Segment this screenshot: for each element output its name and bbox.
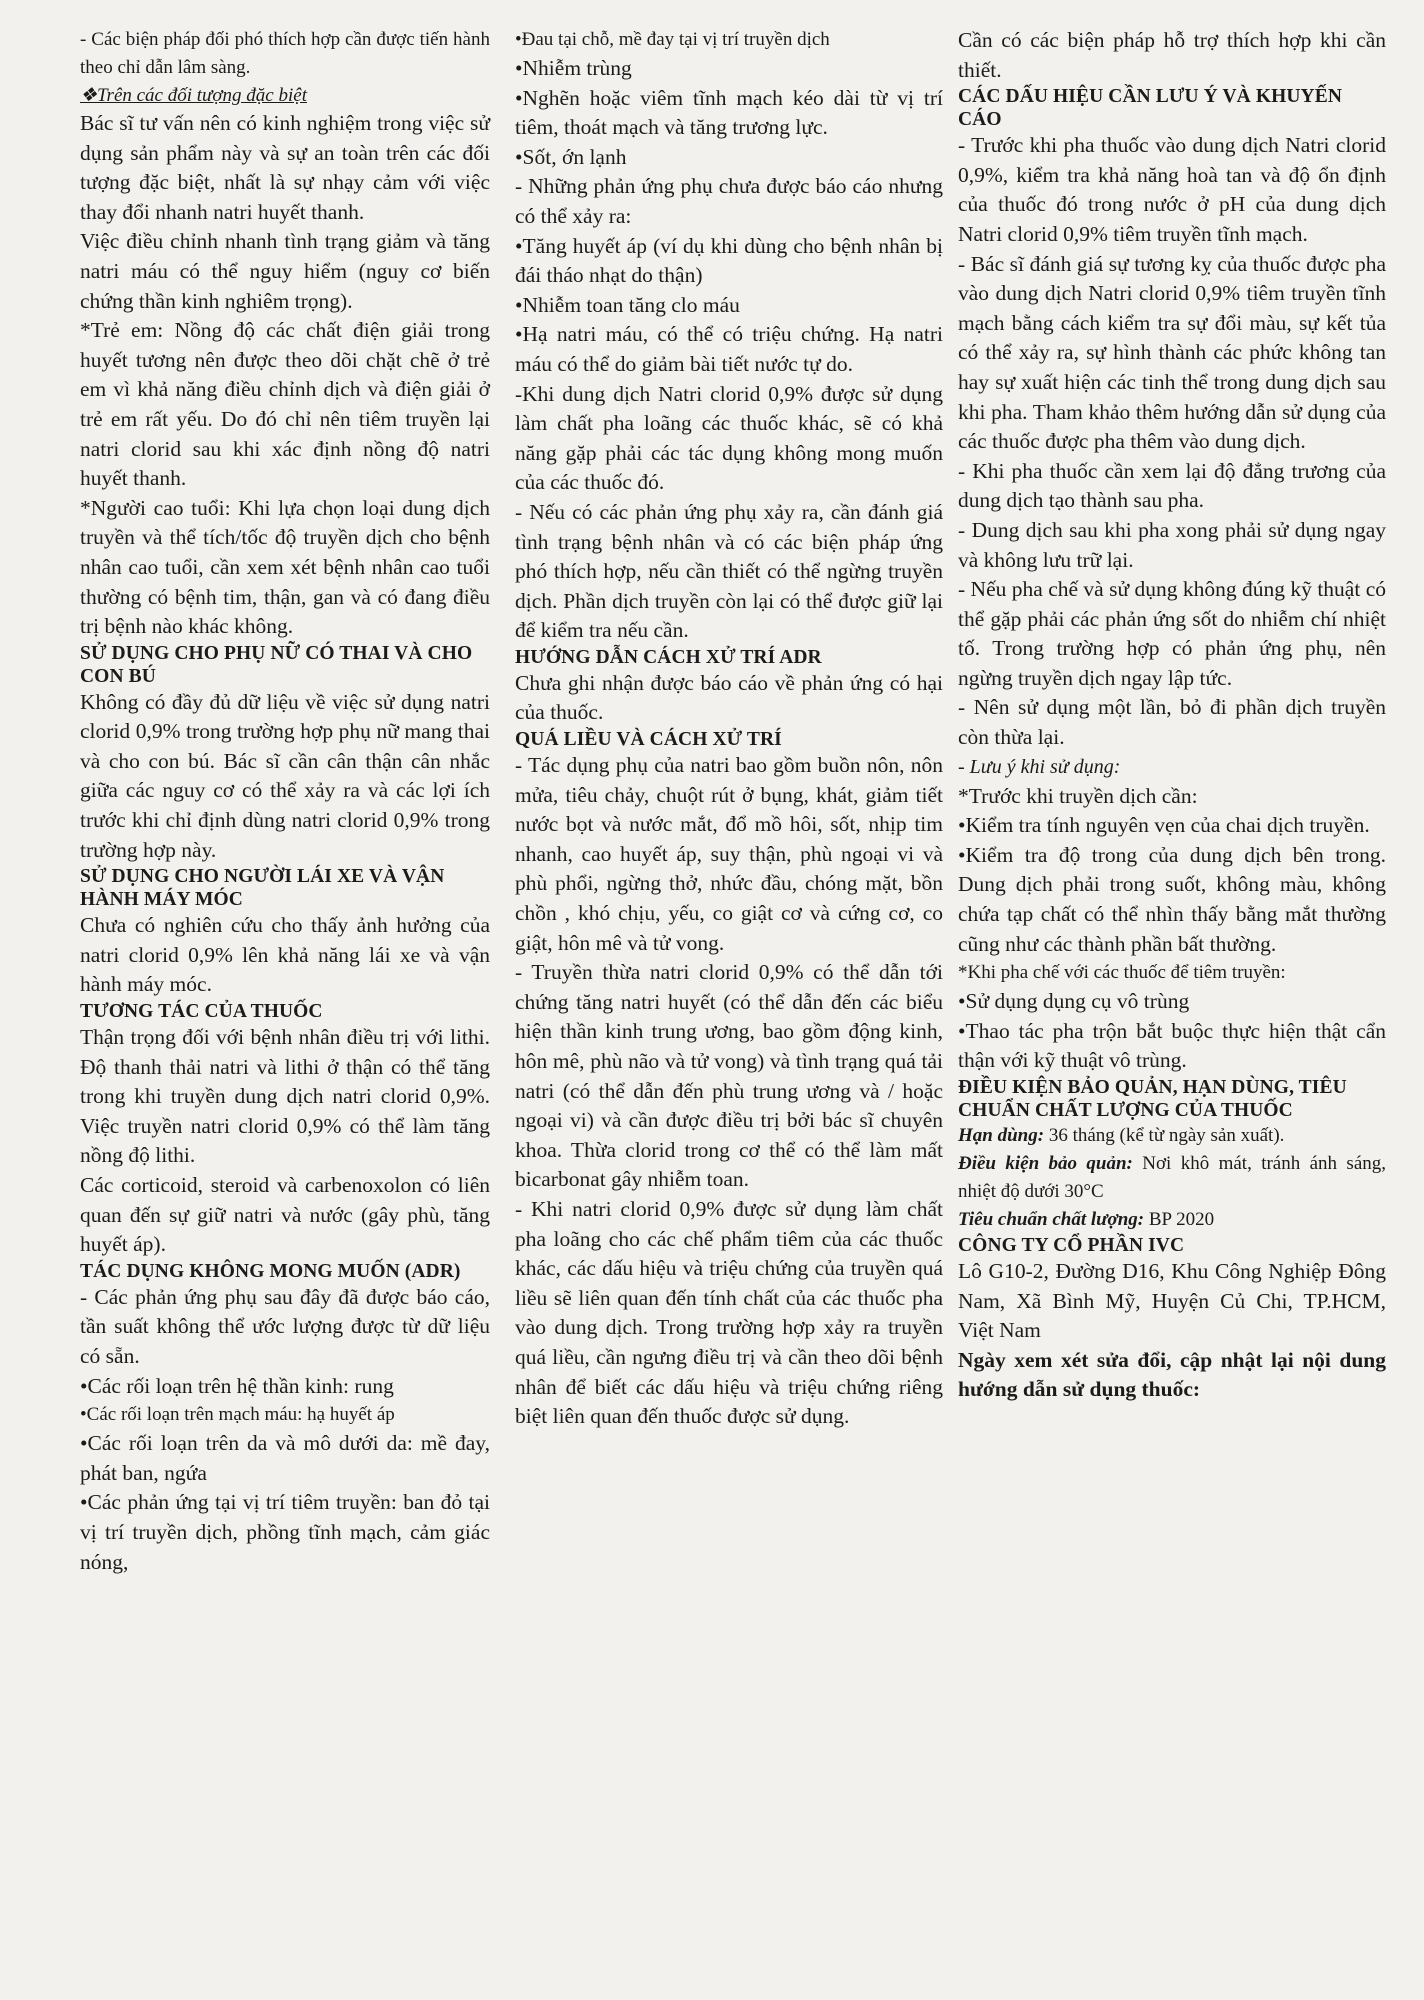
list-item: •Các phản ứng tại vị trí tiêm truyền: ban đỏ tại vị trí truyền dịch, phồng tĩnh mạch, cảm giác nóng, — [80, 1490, 490, 1574]
list-item: •Các rối loạn trên da và mô dưới da: mề đay, phát ban, ngứa — [80, 1431, 490, 1485]
heading-interactions: TƯƠNG TÁC CỦA THUỐC — [80, 1001, 323, 1023]
heading-adverse-reactions: TÁC DỤNG KHÔNG MONG MUỐN (ADR) — [80, 1260, 461, 1282]
paragraph: Không có đầy đủ dữ liệu về việc sử dụng natri clorid 0,9% trong trường hợp phụ nữ mang thai và cho con bú. Bác sĩ cần cân thận cân nhắc giữa các nguy cơ có thể xảy ra và các lợi ích trước khi chỉ định dùng natri clorid 0,9% trong trường hợp này. — [80, 689, 490, 862]
expiry-label: Hạn dùng: — [958, 1125, 1045, 1146]
paragraph: - Khi pha thuốc cần xem lại độ đẳng trương của dung dịch tạo thành sau pha. — [958, 458, 1386, 513]
heading-storage: ĐIỀU KIỆN BẢO QUẢN, HẠN DÙNG, TIÊU CHUẨN CHẤT LƯỢNG CỦA THUỐC — [958, 1077, 1347, 1121]
list-item: •Sử dụng dụng cụ vô trùng — [958, 989, 1190, 1014]
list-item: •Nhiễm toan tăng clo máu — [515, 292, 740, 317]
list-item: •Nhiễm trùng — [515, 56, 632, 80]
paragraph-elderly: *Người cao tuổi: Khi lựa chọn loại dung dịch truyền và thể tích/tốc độ truyền dịch cho bệnh nhân cao tuổi, cần xem xét bệnh nhân cao tuổi thường có bệnh tim, thận, gan và có đang điều trị bệnh nào khác không. — [80, 495, 490, 639]
paragraph: - Dung dịch sau khi pha xong phải sử dụng ngay và không lưu trữ lại. — [958, 517, 1386, 572]
column-right — [958, 26, 1386, 1405]
list-item: •Sốt, ớn lạnh — [515, 144, 627, 169]
column-middle — [515, 26, 943, 1432]
list-item: •Tăng huyết áp (ví dụ khi dùng cho bệnh nhân bị đái tháo nhạt do thận) — [515, 233, 943, 288]
paragraph: Cần có các biện pháp hỗ trợ thích hợp khi cần thiết. — [958, 28, 1386, 82]
heading-warnings: CÁC DẤU HIỆU CẦN LƯU Ý VÀ KHUYẾN CÁO — [958, 86, 1343, 131]
paragraph: - Khi natri clorid 0,9% được sử dụng làm chất pha loãng cho các chế phẩm tiêm của các thuốc khác, các dấu hiệu và triệu chứng của truyền quá liều sẽ liên quan đến tính chất của các thuốc pha vào dung dịch. Trong trường hợp xảy ra truyền quá liều, cần ngưng điều trị và cần theo dõi bệnh nhân để biết các dấu hiệu và triệu chứng riêng biệt liên quan đến thuốc được sử dụng. — [515, 1196, 943, 1429]
company-name: CÔNG TY CỔ PHẦN IVC — [958, 1235, 1185, 1256]
paragraph: - Nếu có các phản ứng phụ xảy ra, cần đánh giá tình trạng bệnh nhân và có các biện pháp ứng phó thích hợp, nếu cần thiết có thể ngừng truyền dịch. Phần dịch truyền còn lại có thể được giữ lại để kiểm tra nếu cần. — [515, 499, 943, 643]
heading-overdose: QUÁ LIỀU VÀ CÁCH XỬ TRÍ — [515, 729, 782, 751]
list-item: •Nghẽn hoặc viêm tĩnh mạch kéo dài từ vị trí tiêm, thoát mạch và tăng trương lực. — [515, 85, 943, 140]
paragraph-children: *Trẻ em: Nồng độ các chất điện giải trong huyết tương nên được theo dõi chặt chẽ ở trẻ em vì khả năng điều chỉnh dịch và điện giải ở trẻ em rất yếu. Do đó chỉ nên tiêm truyền lại natri clorid sau khi xác định nồng độ natri huyết thanh. — [80, 318, 490, 491]
review-date: Ngày xem xét sửa đổi, cập nhật lại nội dung hướng dẫn sử dụng thuốc: — [958, 1347, 1386, 1402]
list-item: •Kiểm tra độ trong của dung dịch bên trong. Dung dịch phải trong suốt, không màu, không chứa tạp chất có thể nhìn thấy bằng mắt thường cũng như các thành phần bất thường. — [958, 842, 1386, 956]
paragraph: - Truyền thừa natri clorid 0,9% có thể dẫn tới chứng tăng natri huyết (có thể dẫn đến các biểu hiện thần kinh trung ương, bao gồm động kinh, hôn mê, phù não và tử vong) và tình trạng quá tải natri (có thể dẫn đến phù trung ương và / hoặc ngoại vi) và cần được điều trị bởi bác sĩ chuyên khoa. Thừa clorid trong cơ thể có thể làm mất bicarbonat gây nhiễm toan. — [515, 960, 943, 1192]
list-item: •Hạ natri máu, có thể có triệu chứng. Hạ natri máu có thể do giảm bài tiết nước tự do. — [515, 322, 943, 376]
standard-label: Tiêu chuẩn chất lượng: — [958, 1209, 1145, 1230]
expiry-value: 36 tháng (kể từ ngày sản xuất). — [1044, 1125, 1285, 1146]
standard-line — [958, 1206, 1386, 1234]
paragraph: Chưa ghi nhận được báo cáo về phản ứng có hại của thuốc. — [515, 670, 943, 725]
list-item: •Các rối loạn trên hệ thần kinh: rung — [80, 1373, 394, 1398]
storage-line — [958, 1150, 1386, 1206]
storage-value: Nơi khô mát, tránh ánh sáng, nhiệt độ dưới 30°C — [958, 1153, 1386, 1202]
list-item: •Các rối loạn trên mạch máu: hạ huyết áp — [80, 1404, 395, 1426]
paragraph: Các corticoid, steroid và carbenoxolon có liên quan đến sự giữ natri và nước (gây phù, tăng huyết áp). — [80, 1173, 490, 1257]
paragraph: - Trước khi pha thuốc vào dung dịch Natri clorid 0,9%, kiểm tra khả năng hoà tan và độ ổn định của thuốc đó trong nước ở pH của dung dịch Natri clorid 0,9% tiêm truyền tĩnh mạch. — [958, 133, 1386, 246]
heading-adr-handling: HƯỚNG DẪN CÁCH XỬ TRÍ ADR — [515, 646, 822, 668]
list-item: •Thao tác pha trộn bắt buộc thực hiện thật cẩn thận với kỹ thuật vô trùng. — [958, 1018, 1386, 1073]
paragraph: *Khi pha chế với các thuốc để tiêm truyền: — [958, 962, 1286, 984]
standard-value: BP 2020 — [1144, 1209, 1215, 1230]
subheading-special-populations: ❖Trên các đối tượng đặc biệt — [80, 85, 307, 106]
paragraph: Việc điều chỉnh nhanh tình trạng giảm và tăng natri máu có thể nguy hiểm (nguy cơ biến chứng thần kinh nghiêm trọng). — [80, 229, 490, 313]
paragraph: *Trước khi truyền dịch cần: — [958, 783, 1198, 808]
paragraph: - Các phản ứng phụ sau đây đã được báo cáo, tần suất không thể ước lượng được từ dữ liệu có sẵn. — [80, 1284, 490, 1368]
expiry-line — [958, 1122, 1386, 1150]
paragraph: - Tác dụng phụ của natri bao gồm buồn nôn, nôn mửa, tiêu chảy, chuột rút ở bụng, khát, giảm tiết nước bọt và nước mắt, đổ mồ hôi, sốt, nhịp tim nhanh, cao huyết áp, suy thận, phù ngoại vi và phù phổi, ngừng thở, nhức đầu, chóng mặt, bồn chồn , khó chịu, yếu, co giật cơ và cứng cơ, co giật, hôn mê và tử vong. — [515, 753, 943, 955]
column-left — [80, 26, 490, 1577]
heading-pregnancy: SỬ DỤNG CHO PHỤ NỮ CÓ THAI VÀ CHO CON BÚ — [80, 642, 473, 687]
storage-label: Điều kiện bảo quản: — [958, 1153, 1133, 1174]
heading-driving: SỬ DỤNG CHO NGƯỜI LÁI XE VÀ VẬN HÀNH MÁY MÓC — [80, 866, 445, 911]
paragraph: - Nếu pha chế và sử dụng không đúng kỹ thuật có thể gặp phải các phản ứng sốt do nhiễm chí nhiệt tố. Trong trường hợp có phản ứng phụ, nên ngừng truyền dịch ngay lập tức. — [958, 577, 1386, 690]
paragraph: - Những phản ứng phụ chưa được báo cáo nhưng có thể xảy ra: — [515, 174, 943, 228]
paragraph: Chưa có nghiên cứu cho thấy ảnh hưởng của natri clorid 0,9% lên khả năng lái xe và vận hành máy móc. — [80, 913, 490, 997]
paragraph: Bác sĩ tư vấn nên có kinh nghiệm trong việc sử dụng sản phẩm này và sự an toàn trên các đối tượng đặc biệt, nhất là sự nhạy cảm với việc thay đổi nhanh natri huyết thanh. — [80, 111, 490, 224]
list-item: •Đau tại chỗ, mề đay tại vị trí truyền dịch — [515, 29, 830, 50]
company-address: Lô G10-2, Đường D16, Khu Công Nghiệp Đông Nam, Xã Bình Mỹ, Huyện Củ Chi, TP.HCM, Việt Nam — [958, 1259, 1386, 1343]
paragraph: Thận trọng đối với bệnh nhân điều trị với lithi. Độ thanh thải natri và lithi ở thận có thể tăng trong khi truyền dung dịch natri clorid 0,9%. Việc truyền natri clorid 0,9% có thể làm tăng nồng độ lithi. — [80, 1025, 490, 1168]
paragraph: - Các biện pháp đối phó thích hợp cần được tiến hành theo chỉ dẫn lâm sàng. — [80, 29, 490, 78]
list-item: •Kiểm tra tính nguyên vẹn của chai dịch truyền. — [958, 813, 1370, 838]
paragraph: -Khi dung dịch Natri clorid 0,9% được sử dụng làm chất pha loãng các thuốc khác, sẽ có khả năng gặp phải các tác dụng không mong muốn của các thuốc đó. — [515, 381, 943, 495]
paragraph: - Nên sử dụng một lần, bỏ đi phần dịch truyền còn thừa lại. — [958, 695, 1386, 750]
subheading-usage-notes: - Lưu ý khi sử dụng: — [958, 755, 1121, 778]
paragraph: - Bác sĩ đánh giá sự tương kỵ của thuốc được pha vào dung dịch Natri clorid 0,9% tiêm truyền tĩnh mạch bằng cách kiểm tra sự đổi màu, sự kết tủa có thể xảy ra, sự hình thành các phức không tan hay sự xuất hiện các tinh thể trong dung dịch sau khi pha. Tham khảo thêm hướng dẫn sử dụng của các thuốc được pha thêm vào dung dịch. — [958, 251, 1386, 454]
